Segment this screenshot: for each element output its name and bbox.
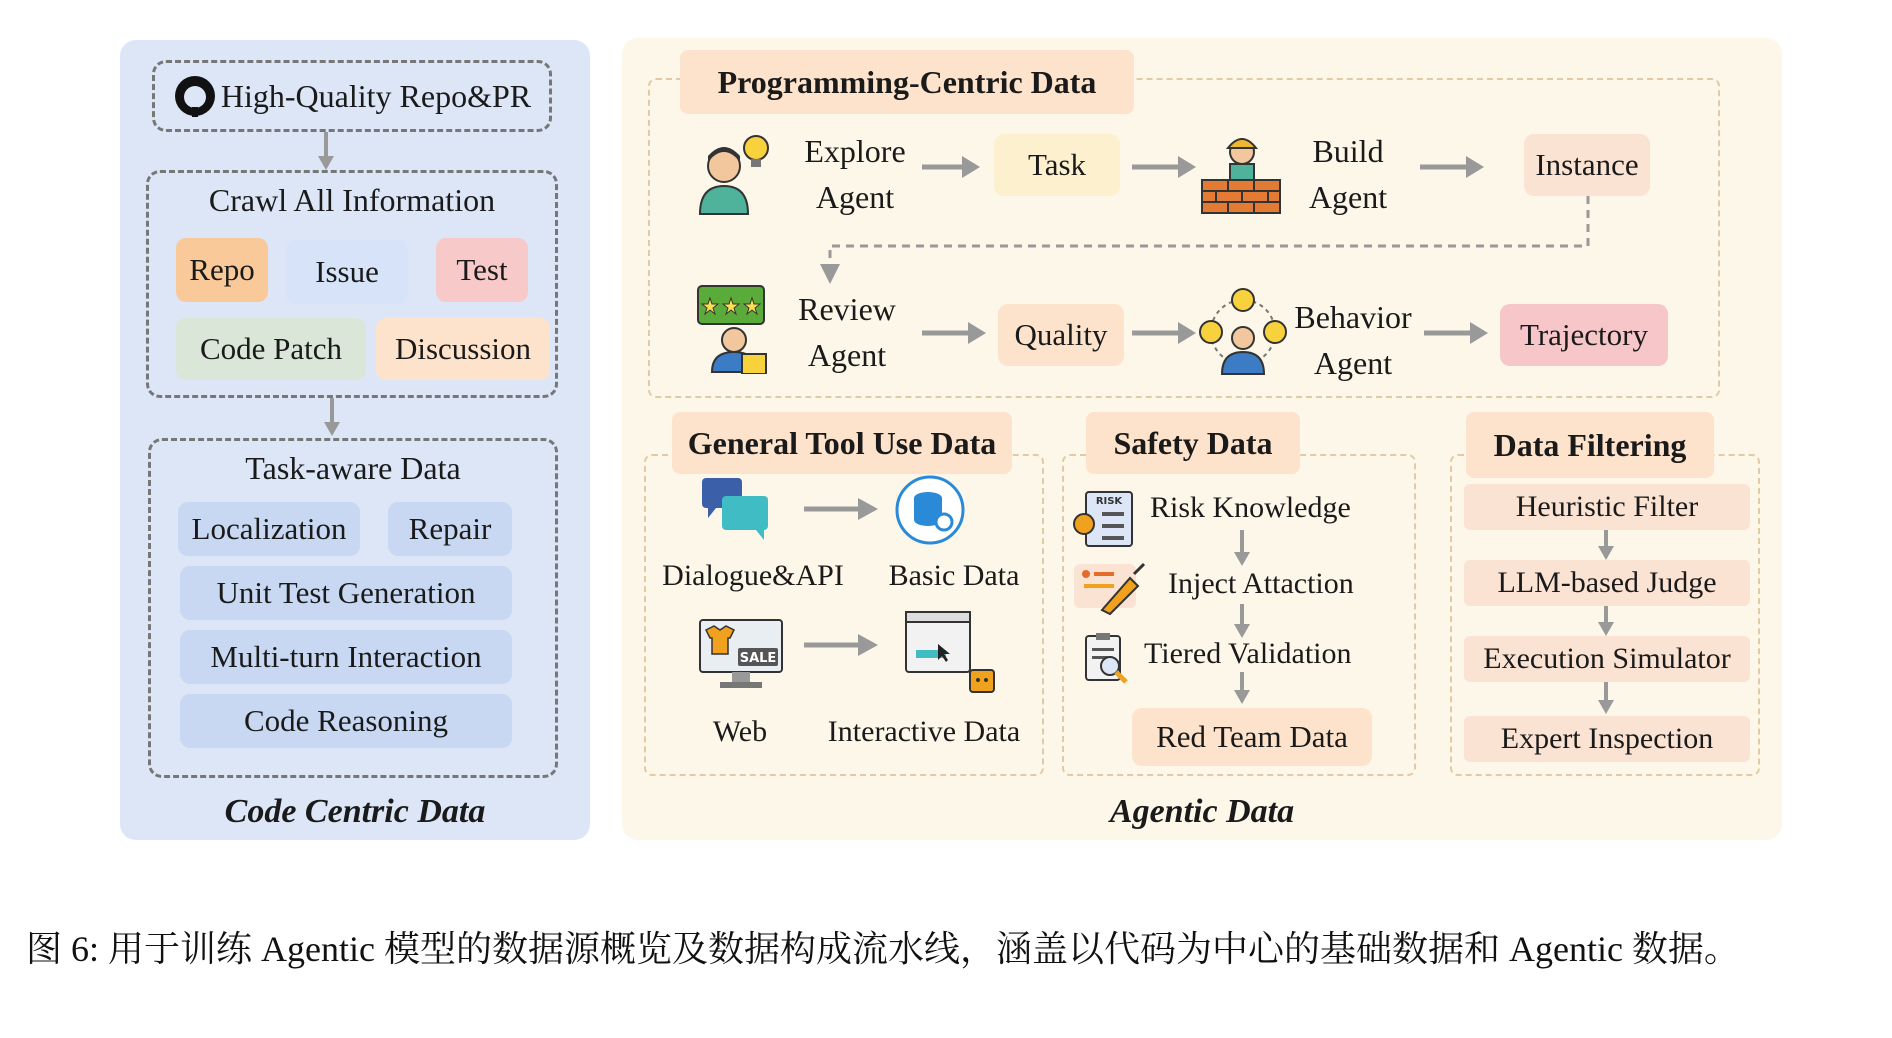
general-tool-title: General Tool Use Data [672, 412, 1012, 474]
review-agent-label [784, 284, 910, 380]
arrow-dialogue-basic [804, 494, 880, 524]
code-centric-label: Code Centric Data [224, 793, 486, 830]
arrow-review-quality [922, 318, 988, 348]
review-agent-icon [696, 284, 782, 374]
arrow-filter-2 [1596, 606, 1616, 638]
arrow-quality-behavior [1132, 318, 1198, 348]
filter-step-expert-inspection: Expert Inspection [1464, 716, 1750, 762]
source-label: High-Quality Repo&PR [220, 77, 532, 114]
task-aware-title: Task-aware Data [245, 449, 461, 486]
arrow-filter-1 [1596, 530, 1616, 562]
safety-step-red-team-data: Red Team Data [1132, 708, 1372, 766]
database-icon [894, 474, 966, 546]
validation-icon [1082, 632, 1132, 684]
crawl-item-issue: Issue [286, 240, 408, 304]
safety-step-tiered-validation: Tiered Validation [1144, 637, 1352, 670]
filter-step-llm-judge: LLM-based Judge [1464, 560, 1750, 606]
crawl-item-discussion: Discussion [376, 318, 550, 380]
arrow-down-2 [322, 398, 342, 438]
task-item-repair: Repair [388, 502, 512, 556]
arrow-web-interactive [804, 630, 880, 660]
arrow-build-instance [1420, 152, 1486, 182]
crawl-item-code-patch: Code Patch [176, 318, 366, 380]
arrow-filter-3 [1596, 682, 1616, 716]
filter-step-heuristic: Heuristic Filter [1464, 484, 1750, 530]
arrow-safety-1 [1232, 530, 1252, 568]
basic-data-label: Basic Data [888, 559, 1020, 592]
crawl-item-test: Test [436, 238, 528, 302]
crawl-item-repo: Repo [176, 238, 268, 302]
review-agent-line2: Agent [807, 337, 887, 373]
filter-step-execution-simulator: Execution Simulator [1464, 636, 1750, 682]
instance-node: Instance [1524, 134, 1650, 196]
quality-node: Quality [998, 304, 1124, 366]
build-agent-line1: Build [1312, 133, 1384, 169]
risk-icon [1072, 490, 1136, 548]
agentic-label: Agentic Data [1109, 793, 1295, 830]
web-label: Web [712, 715, 768, 748]
filtering-title: Data Filtering [1466, 412, 1714, 478]
task-item-localization: Localization [178, 502, 360, 556]
connector-instance-review [820, 196, 1600, 288]
inject-icon [1072, 560, 1148, 616]
source-box [152, 60, 552, 132]
dialogue-api-label: Dialogue&API [662, 559, 844, 592]
behavior-agent-label [1290, 292, 1416, 388]
crawl-title: Crawl All Information [208, 181, 496, 218]
github-icon [173, 74, 217, 118]
safety-step-inject-attaction: Inject Attaction [1168, 567, 1354, 600]
web-icon-text: SALE [739, 651, 777, 666]
safety-title: Safety Data [1086, 412, 1300, 474]
task-item-unit-test-generation: Unit Test Generation [180, 566, 512, 620]
risk-icon-text: RISK [1095, 496, 1123, 507]
behavior-agent-line2: Agent [1313, 345, 1393, 381]
task-node: Task [994, 134, 1120, 196]
arrow-down-1 [316, 132, 336, 172]
task-item-multi-turn-interaction: Multi-turn Interaction [180, 630, 512, 684]
dialogue-icon [700, 476, 770, 542]
review-agent-line1: Review [798, 291, 896, 327]
explore-agent-line2: Agent [815, 179, 895, 215]
figure-caption: 图 6: 用于训练 Agentic 模型的数据源概览及数据构成流水线，涵盖以代码为中心的基础数据和 Agentic 数据。 [26, 929, 1740, 969]
programming-title: Programming-Centric Data [680, 50, 1134, 114]
safety-step-risk-knowledge: Risk Knowledge [1150, 491, 1351, 524]
arrow-behavior-trajectory [1424, 318, 1490, 348]
interactive-icon [904, 610, 1000, 700]
arrow-safety-3 [1232, 672, 1252, 706]
explore-agent-icon [694, 130, 782, 216]
behavior-agent-line1: Behavior [1294, 299, 1412, 335]
build-agent-line2: Agent [1308, 179, 1388, 215]
web-icon [698, 618, 784, 690]
arrow-task-build [1132, 152, 1198, 182]
arrow-explore-task [922, 152, 982, 182]
behavior-agent-icon [1198, 286, 1288, 376]
interactive-data-label: Interactive Data [827, 715, 1021, 748]
explore-agent-line1: Explore [804, 133, 906, 169]
task-item-code-reasoning: Code Reasoning [180, 694, 512, 748]
trajectory-node: Trajectory [1500, 304, 1668, 366]
